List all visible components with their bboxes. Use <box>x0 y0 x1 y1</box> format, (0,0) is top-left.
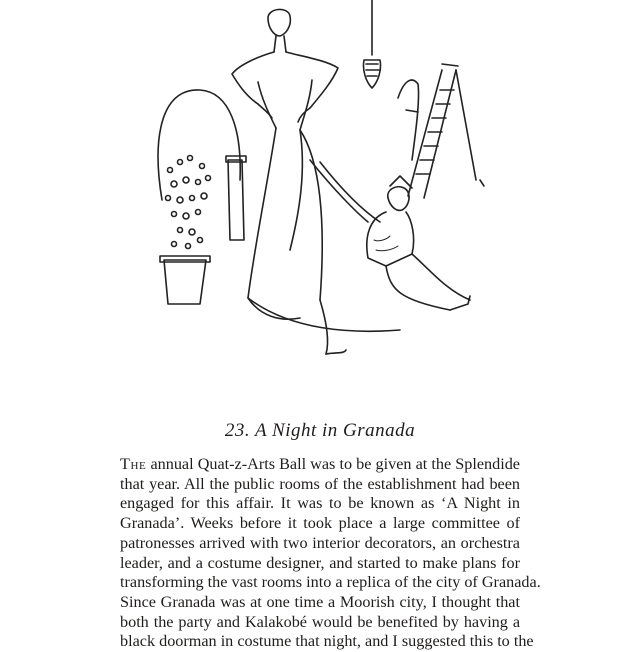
text-line: leader, and a costume designer, and started to make plans for <box>120 553 520 572</box>
text-line: patronesses arrived with two interior decorators, an orchestra <box>120 533 520 552</box>
text-line: engaged for this affair. It was to be known as ‘A Night in <box>120 494 520 513</box>
text-line: Granada’. Weeks before it took place a large committee of <box>120 514 520 533</box>
lead-word: The <box>120 455 147 473</box>
flower-pot <box>160 156 211 305</box>
standing-figure <box>232 9 400 354</box>
text-line: both the party and Kalakobé would be benefited by having a <box>120 612 520 631</box>
line-drawing-illustration <box>150 0 510 370</box>
caption-number: 23. <box>224 420 251 441</box>
body-paragraph <box>120 455 541 652</box>
text-line: transforming the vast rooms into a replica of the city of Granada. <box>120 573 541 592</box>
text-line: that year. All the public rooms of the establishment had been <box>120 474 520 493</box>
text-line: The annual Quat-z-Arts Ball was to be given at the Splendide <box>120 455 520 473</box>
column <box>228 160 244 240</box>
text-line: Since Granada was at one time a Moorish city, I thought that <box>120 592 520 611</box>
text-line: black doorman in costume that night, and I suggested this to the <box>120 632 534 651</box>
arch-right <box>398 80 419 160</box>
caption-title: A Night in Granada <box>255 420 416 441</box>
hanging-lamp <box>363 0 380 88</box>
figure-caption <box>0 420 640 442</box>
tailor-figure <box>310 160 470 310</box>
